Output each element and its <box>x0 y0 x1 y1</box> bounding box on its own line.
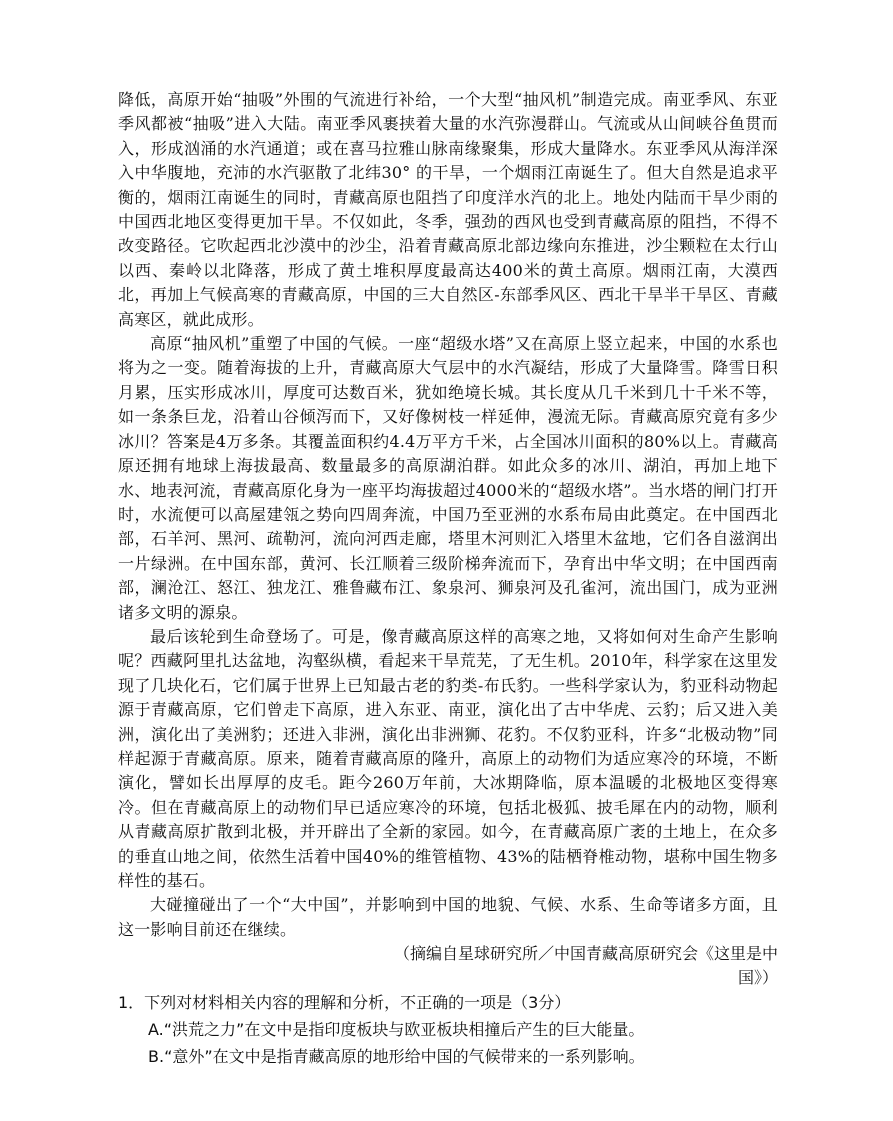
article-paragraph-1: 降低，高原开始“抽吸”外围的气流进行补给，一个大型“抽风机”制造完成。南亚季风、东亚季风都被“抽吸”进入大陆。南亚季风裹挟着大量的水汽弥漫群山。气流或从山间峡谷鱼贯而入，形成汹涌的水汽通道；或在喜马拉雅山脉南缘聚集，形成大量降水。东亚季风从海洋深入中华腹地，充沛的水汽驱散了北纬30° 的干旱，一个烟雨江南诞生了。但大自然是追求平衡的，烟雨江南诞生的同时，青藏高原也阻挡了印度洋水汽的北上。地处内陆而干旱少雨的中国西北地区变得更加干旱。不仅如此，冬季，强劲的西风也受到青藏高原的阻挡，不得不改变路径。它吹起西北沙漠中的沙尘，沿着青藏高原北部边缘向东推进，沙尘颗粒在太行山以西、秦岭以北降落，形成了黄土堆积厚度最高达400米的黄土高原。烟雨江南，大漠西北，再加上气候高寒的青藏高原，中国的三大自然区-东部季风区、西北干旱半干旱区、青藏高寒区，就此成形。 <box>118 90 778 329</box>
question-option-b: B.“意外”在文中是指青藏高原的地形给中国的气候带来的一系列影响。 <box>148 1047 645 1067</box>
exam-page <box>118 88 778 1070</box>
question-option-a: A.“洪荒之力”在文中是指印度板块与欧亚板块相撞后产生的巨大能量。 <box>148 1020 645 1040</box>
article-paragraph-4: 大碰撞碰出了一个“大中国”，并影响到中国的地貌、气候、水系、生命等诸多方面，且这一影响目前还在继续。 <box>118 895 778 939</box>
question-stem: 1．下列对材料相关内容的理解和分析，不正确的一项是（3分） <box>118 993 571 1013</box>
article-paragraph-2: 高原“抽风机”重塑了中国的气候。一座“超级水塔”又在高原上竖立起来，中国的水系也将为之一变。随着海拔的上升，青藏高原大气层中的水汽凝结，形成了大量降雪。降雪日积月累，压实形成冰川，厚度可达数百米，犹如绝境长城。其长度从几千米到几十千米不等，如一条条巨龙，沿着山谷倾泻而下，又好像树枝一样延伸，漫流无际。青藏高原究竟有多少冰川？答案是4万多条。其覆盖面积约4.4万平方千米，占全国冰川面积的80%以上。青藏高原还拥有地球上海拔最高、数量最多的高原湖泊群。如此众多的冰川、湖泊，再加上地下水、地表河流，青藏高原化身为一座平均海拔超过4000米的“超级水塔”。当水塔的闸门打开时，水流便可以高屋建瓴之势向四周奔流，中国乃至亚洲的水系布局由此奠定。在中国西北部，石羊河、黑河、疏勒河，流向河西走廊，塔里木河则汇入塔里木盆地，它们各自滋润出一片绿洲。在中国东部，黄河、长江顺着三级阶梯奔流而下，孕育出中华文明；在中国西南部，澜沧江、怒江、独龙江、雅鲁藏布江、象泉河、狮泉河及孔雀河，流出国门，成为亚洲诸多文明的源泉。 <box>118 334 778 622</box>
article-paragraph-3: 最后该轮到生命登场了。可是，像青藏高原这样的高寒之地，又将如何对生命产生影响呢？西藏阿里扎达盆地，沟壑纵横，看起来干旱荒芜，了无生机。2010年，科学家在这里发现了几块化石，它们属于世界上已知最古老的豹类-布氏豹。一些科学家认为，豹亚科动物起源于青藏高原，它们曾走下高原，进入东亚、南亚，演化出了古中华虎、云豹；后又进入美洲，演化出了美洲豹；还进入非洲，演化出非洲狮、花豹。不仅豹亚科，许多“北极动物”同样起源于青藏高原。原来，随着青藏高原的隆升，高原上的动物们为适应寒冷的环境，不断演化，譬如长出厚厚的皮毛。距今260万年前，大冰期降临，原本温暖的北极地区变得寒冷。但在青藏高原上的动物们早已适应寒冷的环境，包括北极狐、披毛犀在内的动物，顺利从青藏高原扩散到北极，并开辟出了全新的家园。如今，在青藏高原广袤的土地上，在众多的垂直山地之间，依然生活着中国40%的维管植物、43%的陆栖脊椎动物，堪称中国生物多样性的基石。 <box>118 626 778 890</box>
article-source: （摘编自星球研究所／中国青藏高原研究会《这里是中国》） <box>393 944 778 988</box>
